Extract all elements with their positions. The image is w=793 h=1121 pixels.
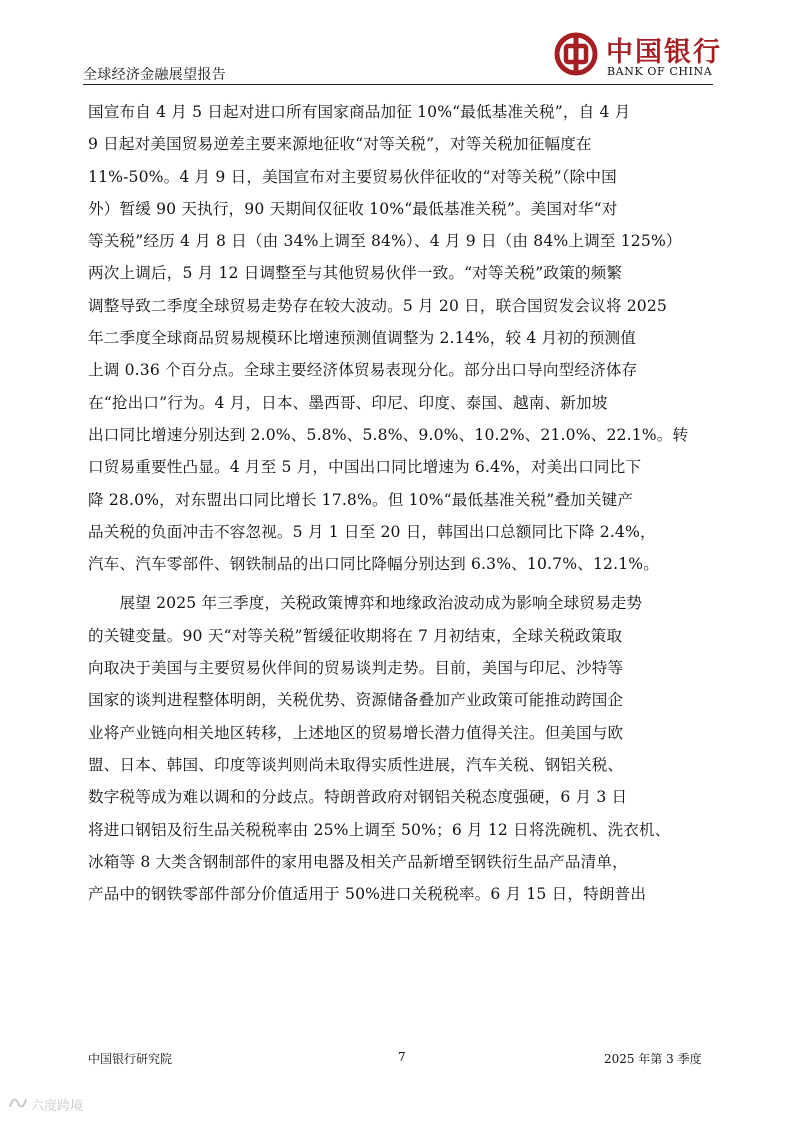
text-line: 的关键变量。90 天“对等关税”暂缓征收期将在 7 月初结束，全球关税政策取: [88, 626, 623, 645]
logo-chinese-name: 中国银行: [606, 37, 722, 68]
text-line: 国家的谈判进程整体明朗，关税优势、资源储备叠加产业政策可能推动跨国企: [88, 691, 624, 710]
text-line: 盟、日本、韩国、印度等谈判则尚未取得实质性进展，汽车关税、钢铝关税、: [88, 755, 624, 774]
text-line: 降 28.0%，对东盟出口同比增长 17.8%。但 10%“最低基准关税”叠加关键产: [88, 490, 634, 509]
text-line: 品关税的负面冲击不容忽视。5 月 1 日至 20 日，韩国出口总额同比下降 2.4%，: [88, 522, 656, 541]
text-line: 调整导致二季度全球贸易走势存在较大波动。5 月 20 日，联合国贸发会议将 2025: [88, 296, 667, 315]
text-line: 国宣布自 4 月 5 日起对进口所有国家商品加征 10%“最低基准关税”，自 4 月: [88, 103, 631, 121]
text-line: 两次上调后，5 月 12 日调整至与其他贸易伙伴一致。“对等关税”政策的频繁: [88, 264, 623, 283]
bank-of-china-logo: [554, 30, 722, 80]
header-divider: [83, 84, 713, 85]
text-line: 数字税等成为难以调和的分歧点。特朗普政府对钢铝关税态度强硬，6 月 3 日: [88, 788, 628, 807]
text-line: 业将产业链向相关地区转移，上述地区的贸易增长潜力值得关注。但美国与欧: [88, 723, 624, 742]
page-number: 7: [398, 1050, 406, 1064]
report-title: 全球经济金融展望报告: [83, 67, 226, 83]
footer-period: 2025 年第 3 季度: [604, 1052, 702, 1066]
text-line: 外）暂缓 90 天执行，90 天期间仅征收 10%“最低基准关税”。美国对华“对: [88, 199, 618, 218]
text-line: 年二季度全球商品贸易规模环比增速预测值调整为 2.14%，较 4 月初的预测值: [88, 329, 636, 348]
text-line: 等关税”经历 4 月 8 日（由 34%上调至 84%）、4 月 9 日（由 84%上调至 125%）: [88, 232, 682, 251]
text-line: 向取决于美国与主要贸易伙伴间的贸易谈判走势。目前，美国与印尼、沙特等: [88, 659, 624, 678]
bank-of-china-emblem-icon: [554, 32, 598, 76]
report-body: [88, 96, 713, 910]
logo-english-name: BANK OF CHINA: [607, 65, 713, 78]
text-line: 出口同比增速分别达到 2.0%、5.8%、5.8%、9.0%、10.2%、21.0%、22.1%。转: [88, 425, 689, 444]
text-line: 展望 2025 年三季度，关税政策博弈和地缘政治波动成为影响全球贸易走势: [88, 594, 643, 613]
text-line: 口贸易重要性凸显。4 月至 5 月，中国出口同比增速为 6.4%，对美出口同比下: [88, 458, 642, 477]
text-line: 将进口钢铝及衍生品关税税率由 25%上调至 50%；6 月 12 日将洗碗机、洗衣机、: [88, 820, 671, 839]
text-line: 11%-50%。4 月 9 日，美国宣布对主要贸易伙伴征收的“对等关税”（除中国: [88, 167, 617, 186]
watermark: [8, 1095, 83, 1114]
text-line: 冰箱等 8 大类含钢制部件的家用电器及相关产品新增至钢铁衍生品产品清单，: [88, 852, 628, 871]
text-line: 9 日起对美国贸易逆差主要来源地征收“对等关税”，对等关税加征幅度在: [88, 135, 592, 154]
paragraph-1: [88, 96, 713, 580]
watermark-logo-icon: [8, 1096, 28, 1114]
text-line: 产品中的钢铁零部件部分价值适用于 50%进口关税税率。6 月 15 日，特朗普出: [88, 885, 647, 904]
text-line: 在“抢出口”行为。4 月，日本、墨西哥、印尼、印度、泰国、越南、新加坡: [88, 393, 608, 412]
footer-institute: 中国银行研究院: [88, 1052, 173, 1066]
text-line: 上调 0.36 个百分点。全球主要经济体贸易表现分化。部分出口导向型经济体存: [88, 361, 638, 380]
watermark-text: 六度跨境: [31, 1099, 84, 1114]
paragraph-2: [88, 587, 713, 910]
text-line: 汽车、汽车零部件、钢铁制品的出口同比降幅分别达到 6.3%、10.7%、12.1%。: [88, 555, 659, 574]
